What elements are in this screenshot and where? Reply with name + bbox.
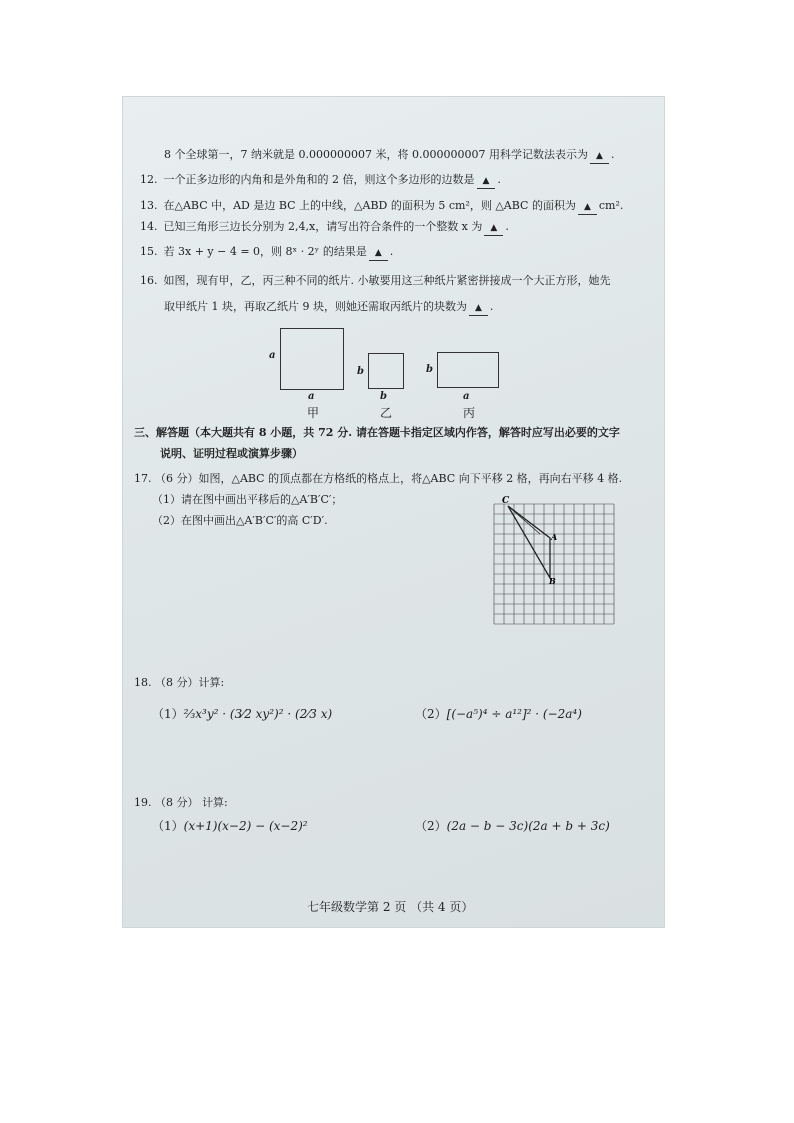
answer-blank: ▲ [469,301,488,316]
jia-caption: 甲 [307,406,320,420]
question-12: 12. 一个正多边形的内角和是外角和的 2 倍，则这个多边形的边数是 ▲ . [140,173,501,189]
vertex-b-label: B [549,576,556,586]
question-19-head: 19. （8 分） 计算: [134,796,228,809]
line-l0: 8 个全球第一，7 纳米就是 0.000000007 米，将 0.000000007 用科学记数法表示为 ▲ . [164,148,614,164]
question-17-head: 17. （6 分）如图，△ABC 的顶点都在方格纸的格点上，将△ABC 向下平移 2 格，再向右平移 4 格. [134,472,623,485]
page-footer: 七年级数学第 2 页 （共 4 页） [307,900,474,914]
jia-bottom-label: a [308,391,315,402]
vertex-c-label: C [502,496,510,506]
question-16-line1: 16. 如图，现有甲，乙，丙三种不同的纸片. 小敏要用这三种纸片紧密拼接成一个大正方形，她先 [140,274,611,287]
question-18-part1: （1）⅔x³y² · (3⁄2 xy²)² · (2⁄3 x) [152,707,333,721]
question-18-part2: （2）[(−a⁵)⁴ ÷ a¹²]² · (−2a⁴) [415,707,582,721]
question-18-head: 18. （8 分）计算: [134,676,225,689]
vertex-a-label: A [551,532,558,542]
section-3-title: 三、解答题（本大题共有 8 小题，共 72 分. 请在答题卡指定区域内作答，解答时应写出必要的文字 [134,426,620,439]
question-14: 14. 已知三角形三边长分别为 2,4,x，请写出符合条件的一个整数 x 为 ▲ . [140,220,509,236]
section-3-title-cont: 说明、证明过程或演算步骤） [160,447,303,460]
answer-blank: ▲ [484,221,503,236]
paper-jia-square [280,328,344,390]
question-17-part2: （2）在图中画出△A′B′C′的高 C′D′. [152,514,328,527]
yi-caption: 乙 [380,406,393,420]
question-15: 15. 若 3x + y − 4 = 0，则 8ˣ · 2ʸ 的结果是 ▲ . [140,245,393,261]
exam-page-photo [122,96,665,928]
answer-blank: ▲ [578,200,597,215]
question-16-line2: 取甲纸片 1 块，再取乙纸片 9 块，则她还需取丙纸片的块数为 ▲ . [164,300,493,316]
answer-blank: ▲ [369,246,388,261]
question-13: 13. 在△ABC 中，AD 是边 BC 上的中线，△ABD 的面积为 5 cm²，则 △ABC 的面积为 ▲ cm². [140,199,623,215]
question-19-part1: （1）(x+1)(x−2) − (x−2)² [152,819,308,833]
answer-blank: ▲ [590,149,609,164]
question-17-part1: （1）请在图中画出平移后的△A′B′C′； [152,493,343,506]
bing-bottom-label: a [463,391,470,402]
bing-side-label: b [426,364,433,375]
grid-lines [494,504,614,624]
jia-side-label: a [269,350,276,361]
paper-bing-rectangle [437,352,499,388]
answer-blank: ▲ [477,174,496,189]
paper-yi-square [368,353,404,389]
question-19-part2: （2）(2a − b − 3c)(2a + b + 3c) [415,819,610,833]
grid-figure [488,494,620,638]
yi-side-label: b [357,366,364,377]
bing-caption: 丙 [463,406,476,420]
yi-bottom-label: b [380,391,387,402]
